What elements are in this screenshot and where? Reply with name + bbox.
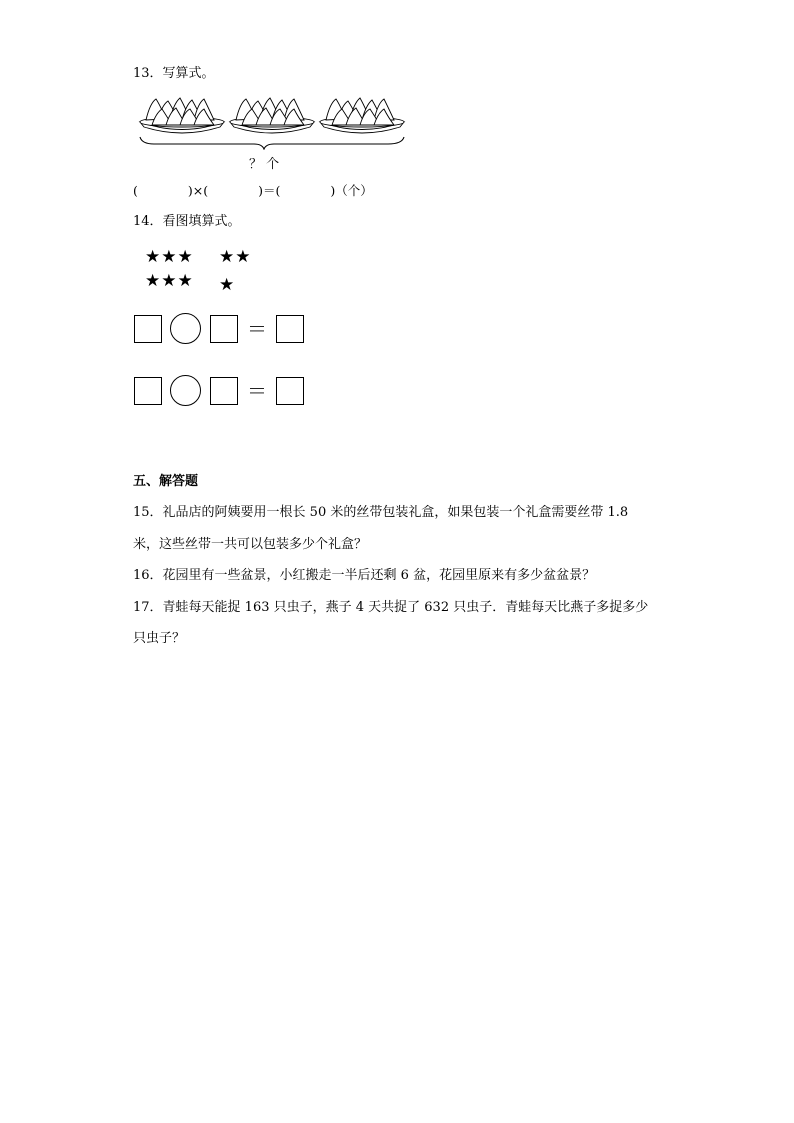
operator-circle-2[interactable] (170, 375, 201, 406)
section-heading: 五、解答题 (133, 474, 199, 489)
operator-circle-1[interactable] (170, 313, 201, 344)
stars-group-a-row2: ★★★ (145, 271, 194, 291)
equals-sign-2: ＝ (247, 379, 267, 403)
answer-box-2c[interactable] (276, 377, 304, 405)
q14-title: 14．看图填算式。 (133, 214, 241, 229)
q13-title: 13．写算式。 (133, 66, 215, 81)
answer-box-1b[interactable] (210, 315, 238, 343)
stars-group-b-row2: ★ (219, 275, 236, 295)
answer-box-1a[interactable] (134, 315, 162, 343)
plate-2 (230, 98, 314, 133)
plate-1 (140, 98, 224, 133)
q17-line1: 17．青蛙每天能捉 163 只虫子，燕子 4 天共捉了 632 只虫子．青蛙每天比燕子多捉多少 (133, 600, 649, 615)
stars-group-b-row1: ★★ (219, 247, 252, 267)
equals-sign-1: ＝ (247, 317, 267, 341)
q15-line1: 15．礼品店的阿姨要用一根长 50 米的丝带包装礼盒，如果包装一个礼盒需要丝带 1.8 (133, 505, 629, 520)
answer-box-2b[interactable] (210, 377, 238, 405)
answer-box-2a[interactable] (134, 377, 162, 405)
dumplings-on-plates-illustration (136, 95, 408, 150)
brace-label: ？ 个 (249, 157, 280, 172)
q15-line2: 米，这些丝带一共可以包装多少个礼盒？ (133, 537, 368, 552)
answer-box-1c[interactable] (276, 315, 304, 343)
q13-formula: ( )×( )＝( )（个） (133, 183, 373, 198)
q17-line2: 只虫子？ (133, 631, 186, 646)
plate-3 (320, 98, 404, 133)
stars-group-a-row1: ★★★ (145, 247, 194, 267)
curly-brace (140, 137, 404, 149)
q16-line1: 16．花园里有一些盆景，小红搬走一半后还剩 6 盆，花园里原来有多少盆盆景？ (133, 568, 596, 583)
